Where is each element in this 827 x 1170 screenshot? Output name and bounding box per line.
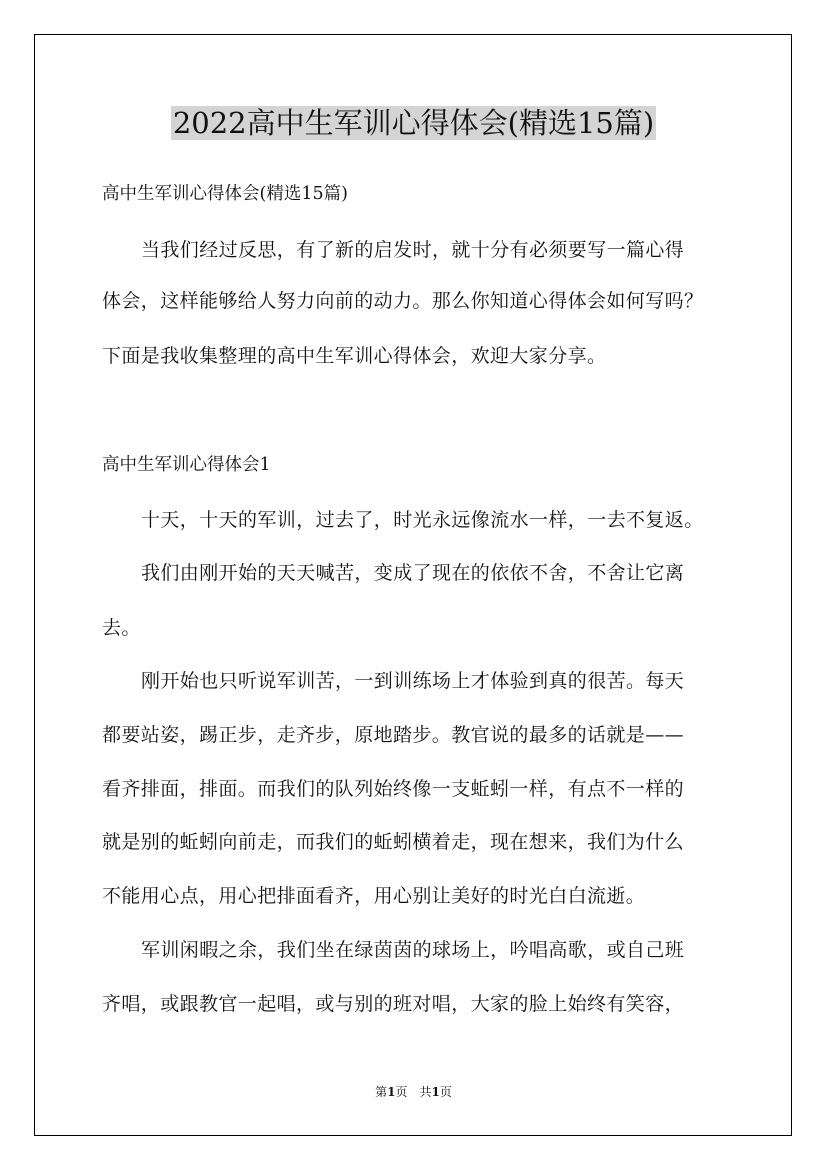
document-subtitle: 高中生军训心得体会(精选15篇) [102,184,348,204]
body-line: 刚开始也只听说军训苦，一到训练场上才体验到真的很苦。每天 [141,670,685,692]
body-line: 就是别的蚯蚓向前走，而我们的蚯蚓横着走，现在想来，我们为什么 [102,831,685,853]
intro-line: 下面是我收集整理的高中生军训心得体会，欢迎大家分享。 [102,345,607,367]
footer-prefix: 第 [375,1085,388,1099]
page-footer [0,1083,827,1101]
document-title-text: 2022高中生军训心得体会(精选15篇) [172,106,655,140]
body-line: 看齐排面，排面。而我们的队列始终像一支蚯蚓一样，有点不一样的 [102,778,685,800]
footer-total-pages: 1 [431,1085,440,1099]
body-line: 都要站姿，踢正步，走齐步，原地踏步。教官说的最多的话就是—— [102,724,685,746]
footer-page-number: 1 [387,1085,396,1099]
document-title [0,101,827,145]
footer-middle: 页 共 [395,1085,432,1099]
body-line: 去。 [102,617,141,639]
body-line: 我们由刚开始的天天喊苦，变成了现在的依依不舍，不舍让它离 [141,562,685,584]
intro-line: 体会，这样能够给人努力向前的动力。那么你知道心得体会如何写吗？ [102,290,704,312]
intro-line: 当我们经过反思，有了新的启发时，就十分有必须要写一篇心得 [141,239,685,261]
body-line: 军训闲暇之余，我们坐在绿茵茵的球场上，吟唱高歌，或自己班 [141,939,685,961]
body-line: 不能用心点，用心把排面看齐，用心别让美好的时光白白流逝。 [102,885,646,907]
body-line: 齐唱，或跟教官一起唱，或与别的班对唱，大家的脸上始终有笑容， [102,993,685,1015]
body-line: 十天，十天的军训，过去了，时光永远像流水一样，一去不复返。 [141,509,704,531]
footer-suffix: 页 [439,1085,452,1099]
section-heading: 高中生军训心得体会1 [102,455,271,475]
